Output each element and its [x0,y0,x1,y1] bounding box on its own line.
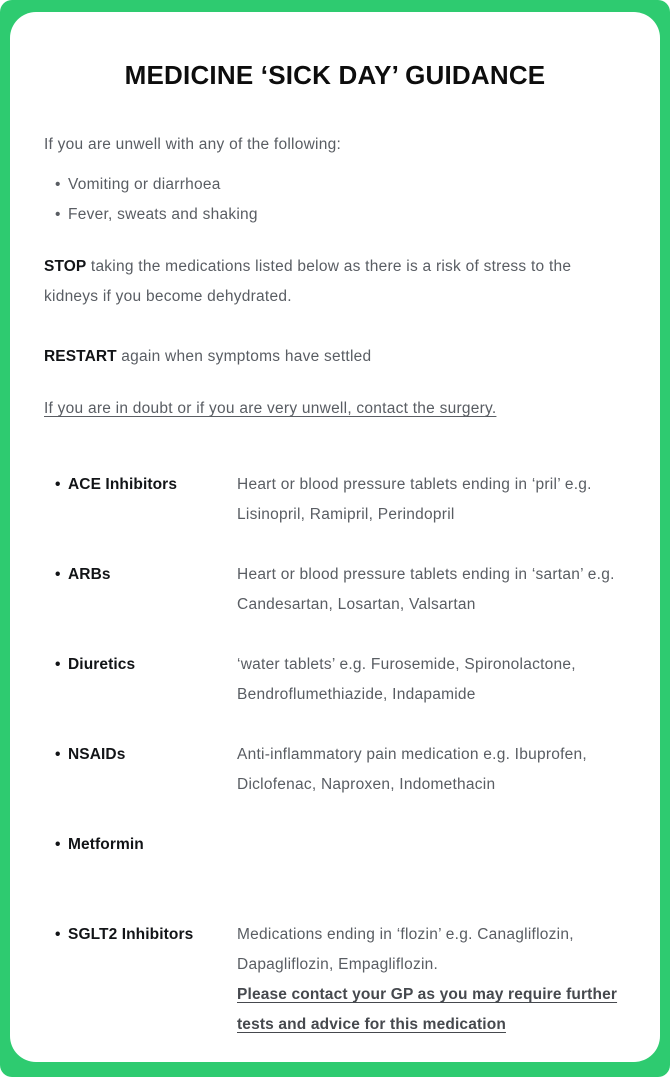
guidance-card [10,12,660,1062]
restart-instruction [44,342,626,372]
medication-row-metformin [44,830,626,890]
medication-row-sglt2-inhibitors [44,920,626,1040]
medication-description [237,560,626,620]
medication-name [44,740,237,800]
medication-row-arbs [44,560,626,620]
medication-list [44,470,626,1040]
medication-name [44,470,237,530]
medication-description [237,650,626,710]
medication-name [44,560,237,620]
stop-keyword: STOP [44,258,87,275]
bullet-icon: • [55,566,61,583]
medication-description [237,830,626,890]
medication-name-label: ARBs [68,566,111,583]
restart-keyword: RESTART [44,348,117,365]
bullet-icon: • [55,206,61,223]
bullet-icon: • [55,746,61,763]
medication-description-text: Heart or blood pressure tablets ending in ‘pril’ e.g. Lisinopril, Ramipril, Perindopril [237,476,592,523]
bullet-icon: • [55,476,61,493]
medication-name-label: Metformin [68,836,144,853]
list-item [44,170,626,200]
medication-row-nsaids [44,740,626,800]
medication-name-label: ACE Inhibitors [68,476,178,493]
contact-surgery-notice: If you are in doubt or if you are very unwell, contact the surgery. [44,400,497,417]
restart-text: again when symptoms have settled [116,348,372,365]
medication-name [44,830,237,890]
medication-description-text: ‘water tablets’ e.g. Furosemide, Spironolactone, Bendroflumethiazide, Indapamide [237,656,576,703]
medication-name-label: Diuretics [68,656,136,673]
stop-text: taking the medications listed below as there is a risk of stress to the kidneys if you become dehydrated. [44,258,572,305]
medication-name-label: SGLT2 Inhibitors [68,926,194,943]
bullet-icon: • [55,836,61,853]
medication-row-ace-inhibitors [44,470,626,530]
medication-name [44,650,237,710]
medication-row-diuretics [44,650,626,710]
bullet-icon: • [55,656,61,673]
page-title: MEDICINE ‘SICK DAY’ GUIDANCE [124,60,546,90]
bullet-icon: • [55,926,61,943]
medication-name-label: NSAIDs [68,746,126,763]
medication-description [237,920,626,1040]
list-item [44,200,626,230]
medication-description-text: Anti-inflammatory pain medication e.g. Ibuprofen, Diclofenac, Naproxen, Indomethacin [237,746,587,793]
medication-description-text: Medications ending in ‘flozin’ e.g. Canagliflozin, Dapagliflozin, Empagliflozin. [237,926,574,973]
medication-name [44,920,237,1040]
medication-description [237,470,626,530]
intro-text: If you are unwell with any of the following: [44,136,342,153]
medication-description [237,740,626,800]
stop-instruction [44,252,626,312]
symptom-label: Fever, sweats and shaking [68,206,258,223]
symptom-list [44,170,626,230]
bullet-icon: • [55,176,61,193]
medication-description-text: Heart or blood pressure tablets ending in ‘sartan’ e.g. Candesartan, Losartan, Valsartan [237,566,615,613]
symptom-label: Vomiting or diarrhoea [68,176,221,193]
medication-note: Please contact your GP as you may require further tests and advice for this medication [237,986,618,1033]
